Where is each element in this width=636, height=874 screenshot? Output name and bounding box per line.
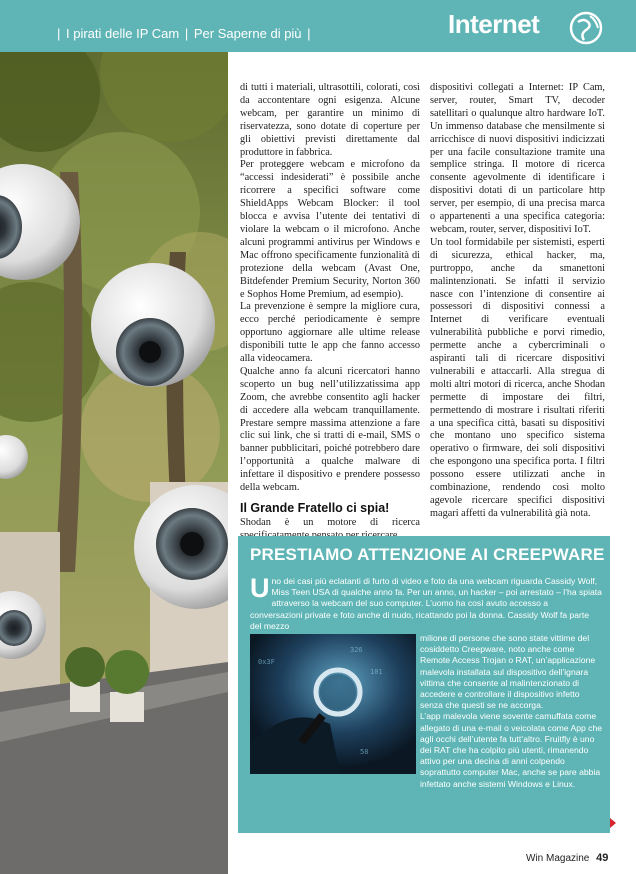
- article-paragraph: La prevenzione è sempre la migliore cura, ecco perché periodicamente è sempre opportuno aggiornare alle ultime release disponibili tutte le app che fanno accesso alla videocamera.: [240, 301, 420, 365]
- drop-cap: U: [250, 573, 270, 603]
- svg-text:58: 58: [360, 748, 369, 756]
- article-paragraph: Per proteggere webcam e microfono da “accessi indesiderati” è possibile anche ricorrere a specifici software come ShieldApps Webcam Blocker: il tool blocca e avvisa l’utente dei tentativi di violare la webcam o il microfono. Anche alcuni programmi antivirus per Windows e Mac offrono specificamente funzionalità di protezione della webcam (Avast One, Bitdefender Premium Security, Norton 360 e Sophos Home Premium, ad esempio).: [240, 159, 420, 300]
- section-title: Internet: [448, 9, 540, 39]
- article-subheading: Il Grande Fratello ci spia!: [240, 501, 390, 515]
- breadcrumb-separator: |: [184, 26, 189, 41]
- box-paragraph: milione di persone che sono state vittime del cosiddetto Creepware, noto anche come Remote Access Trojan o RAT, un’applicazione malevola installata sul dispositivo dell’ignara vittima che consente al malintenzionato di accedere e controllare il dispositivo infetto senza che questi se ne accorga.: [420, 633, 596, 711]
- box-paragraph: L’app malevola viene sovente camuffata come allegato di una e-mail o veicolata come App che agli occhi dell’utente fa tutt’altro. Fruitfly è uno dei RAT che ha colpito più utenti, rimanendo attivo per una decina di anni colpendo soprattutto computer Mac, anche se pare abbia infettato anche sistemi Windows e Linux.: [420, 711, 603, 789]
- page-footer: [526, 852, 608, 864]
- breadcrumb-separator: |: [307, 26, 311, 41]
- breadcrumb-separator: |: [57, 26, 61, 41]
- breadcrumb: [56, 26, 312, 41]
- article-column-right: [430, 82, 605, 521]
- svg-text:0x3F: 0x3F: [258, 658, 275, 666]
- article-paragraph: dispositivi collegati a Internet: IP Cam, server, router, Smart TV, decoder satellitari o qualunque altro hardware IoT. Un immenso database che mensilmente si arricchisce di nuovi dispositivi indicizzati per una facile consultazione tramite una semplice stringa. Il motore di ricerca consente agevolmente di identificare i dispositivi dotati di un particolare http server, per esempio, di una precisa marca o appartenenti a una specifica categoria: webcam, router, server, dispositivi IoT.: [430, 82, 605, 235]
- street-eyeballs-photo: [0, 52, 228, 874]
- magazine-name: Win Magazine: [526, 853, 590, 864]
- box-right-text: [420, 633, 602, 790]
- article-paragraph: Un tool formidabile per sistemisti, esperti di sicurezza, ethical hacker, ma, purtroppo, anche da smanettoni malintenzionati. Se infatti il servizio nasce con l’intenzione di consentire ai possessori di dispositivi connessi a Internet di verificare eventuali vulnerabilità pubbliche e porvi rimedio, permette anche a cybercriminali o aspiranti tali di ricercare dispositivi vulnerabili e attaccarli. Alla stregua di molti altri motori di ricerca, anche Shodan permette di impostare dei filtri, permettendo di mostrare i risultati riferiti a una specifica città, basati su dispositivi che montano uno specifico sistema operativo o firmware, dei soli dispositivi che espongono una specifica porta. I filtri possono essere utilizzati anche in combinazione, rendendo così molto agevole ricercare specifici dispositivi magari affetti da vulnerabilità già nota.: [430, 236, 605, 519]
- svg-text:326: 326: [350, 646, 363, 654]
- box-title: PRESTIAMO ATTENZIONE AI CREEPWARE: [250, 545, 605, 564]
- breadcrumb-item: Per Saperne di più: [193, 26, 302, 41]
- svg-text:101: 101: [370, 668, 383, 676]
- article-column-left: [240, 82, 420, 543]
- article-paragraph: Qualche anno fa alcuni ricercatori hanno scoperto un bug nell’utilizzatissima app Zoom, che avrebbe consentito agli hacker di accedere alla webcam tranquillamente. Prestare sempre massima attenzione a fare clic sui link, che si tratti di e-mail, SMS o banner pubblicitari, poiché potrebbero dare l’opportunità a qualche malware di infettare il dispositivo e prendere possesso della webcam.: [240, 365, 420, 494]
- article-paragraph: Shodan è un motore di ricerca: [240, 516, 420, 528]
- header-bar: [0, 0, 636, 52]
- page-number: 49: [596, 852, 609, 864]
- breadcrumb-item: I pirati delle IP Cam: [66, 26, 180, 41]
- creepware-box: [238, 536, 610, 833]
- globe-icon: [568, 10, 604, 46]
- continue-arrow-icon: [610, 818, 616, 828]
- box-intro: [250, 573, 602, 632]
- hacker-keyhole-image: [250, 634, 416, 774]
- article-paragraph: di tutti i materiali, ultrasottili, colorati, così da accontentare ogni esigenza. Alcune webcam, per garantire un minimo di riservatezza, sono dotate di coperture per gli obiettivi previsti direttamente dal produttore in fabbrica.: [240, 82, 420, 158]
- box-intro-text: no dei casi più eclatanti di furto di video e foto da una webcam riguarda Cassidy Wolf, Miss Teen USA di qualche anno fa. Per un anno, un hacker – poi arrestato – l’ha spiata attraverso la webcam del suo computer. L’uomo ha così avuto accesso a conversazioni private e foto anche di nudo, ricattando poi la donna. Cassidy Wolf fa parte del mezzo: [250, 576, 602, 631]
